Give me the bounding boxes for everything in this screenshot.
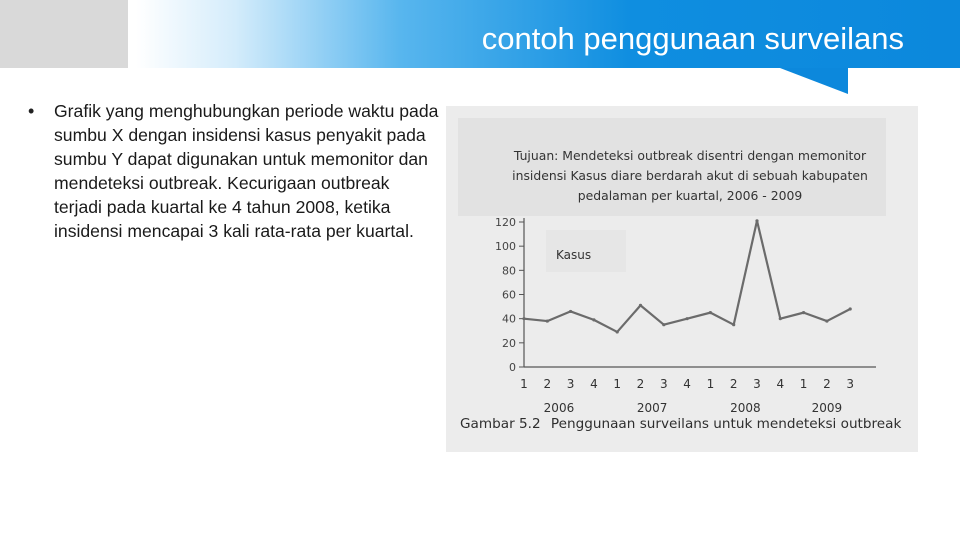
data-point xyxy=(662,323,665,326)
x-tick-label: 4 xyxy=(683,377,691,391)
x-tick-label: 4 xyxy=(590,377,598,391)
data-point xyxy=(709,311,712,314)
x-tick-label: 1 xyxy=(520,377,528,391)
figure-caption xyxy=(460,416,901,432)
data-point xyxy=(732,323,735,326)
year-label: 2009 xyxy=(811,401,843,412)
data-point xyxy=(546,319,549,322)
y-tick-label: 80 xyxy=(502,264,516,278)
year-label: 2008 xyxy=(730,401,761,412)
y-tick-label: 100 xyxy=(495,240,516,254)
y-tick-label: 40 xyxy=(502,312,516,326)
data-point xyxy=(825,319,828,322)
header-accent-tab xyxy=(780,68,848,94)
legend-label: Kasus xyxy=(556,248,592,262)
y-tick-label: 20 xyxy=(502,336,516,350)
year-label: 2006 xyxy=(543,401,575,412)
data-point xyxy=(522,317,525,320)
header-gray-block xyxy=(0,0,128,68)
data-point xyxy=(592,318,595,321)
y-tick-label: 0 xyxy=(509,361,516,374)
bullet-text: Grafik yang menghubungkan periode waktu pada sumbu X dengan insidensi kasus penyakit pada sumbu Y dapat digunakan untuk memonitor dan mendeteksi outbreak. Kecurigaan outbreak terjadi pada kuartal ke 4 tahun 2008, ketika insidensi mencapai 3 kali rata-rata per kuartal. xyxy=(54,101,439,241)
x-tick-label: 3 xyxy=(846,377,855,391)
caption-number: Gambar 5.2 xyxy=(460,416,541,432)
data-point xyxy=(616,330,619,333)
x-tick-label: 2 xyxy=(823,377,831,391)
data-point xyxy=(755,219,758,222)
x-tick-label: 3 xyxy=(566,377,575,391)
x-tick-label: 2 xyxy=(729,377,738,391)
slide-title: contoh penggunaan surveilans xyxy=(481,21,904,56)
data-point xyxy=(849,307,852,310)
y-tick-label: 60 xyxy=(502,288,516,302)
x-tick-label: 3 xyxy=(753,377,761,391)
x-tick-label: 1 xyxy=(706,377,715,391)
x-tick-label: 4 xyxy=(776,377,785,391)
x-tick-label: 2 xyxy=(543,377,552,391)
year-label: 2007 xyxy=(636,401,668,412)
data-point xyxy=(639,304,642,307)
figure-objective: Tujuan: Mendeteksi outbreak disentri dengan memonitor insidensi Kasus diare berdarah akut di sebuah kabupaten pedalaman per kuartal, 2006 - 2009 xyxy=(512,148,868,203)
caption-text: Penggunaan surveilans untuk mendeteksi outbreak xyxy=(550,416,902,432)
bullet-dot-icon: • xyxy=(28,101,35,121)
data-point xyxy=(686,317,689,320)
x-tick-label: 1 xyxy=(799,377,808,391)
outbreak-line-chart xyxy=(446,212,918,412)
x-tick-label: 2 xyxy=(636,377,645,391)
data-point xyxy=(569,310,572,313)
figure-image xyxy=(446,106,918,452)
data-point xyxy=(802,311,805,314)
x-tick-label: 1 xyxy=(613,377,622,391)
data-point xyxy=(779,317,782,320)
x-tick-label: 3 xyxy=(659,377,668,391)
y-tick-label: 120 xyxy=(495,216,516,229)
